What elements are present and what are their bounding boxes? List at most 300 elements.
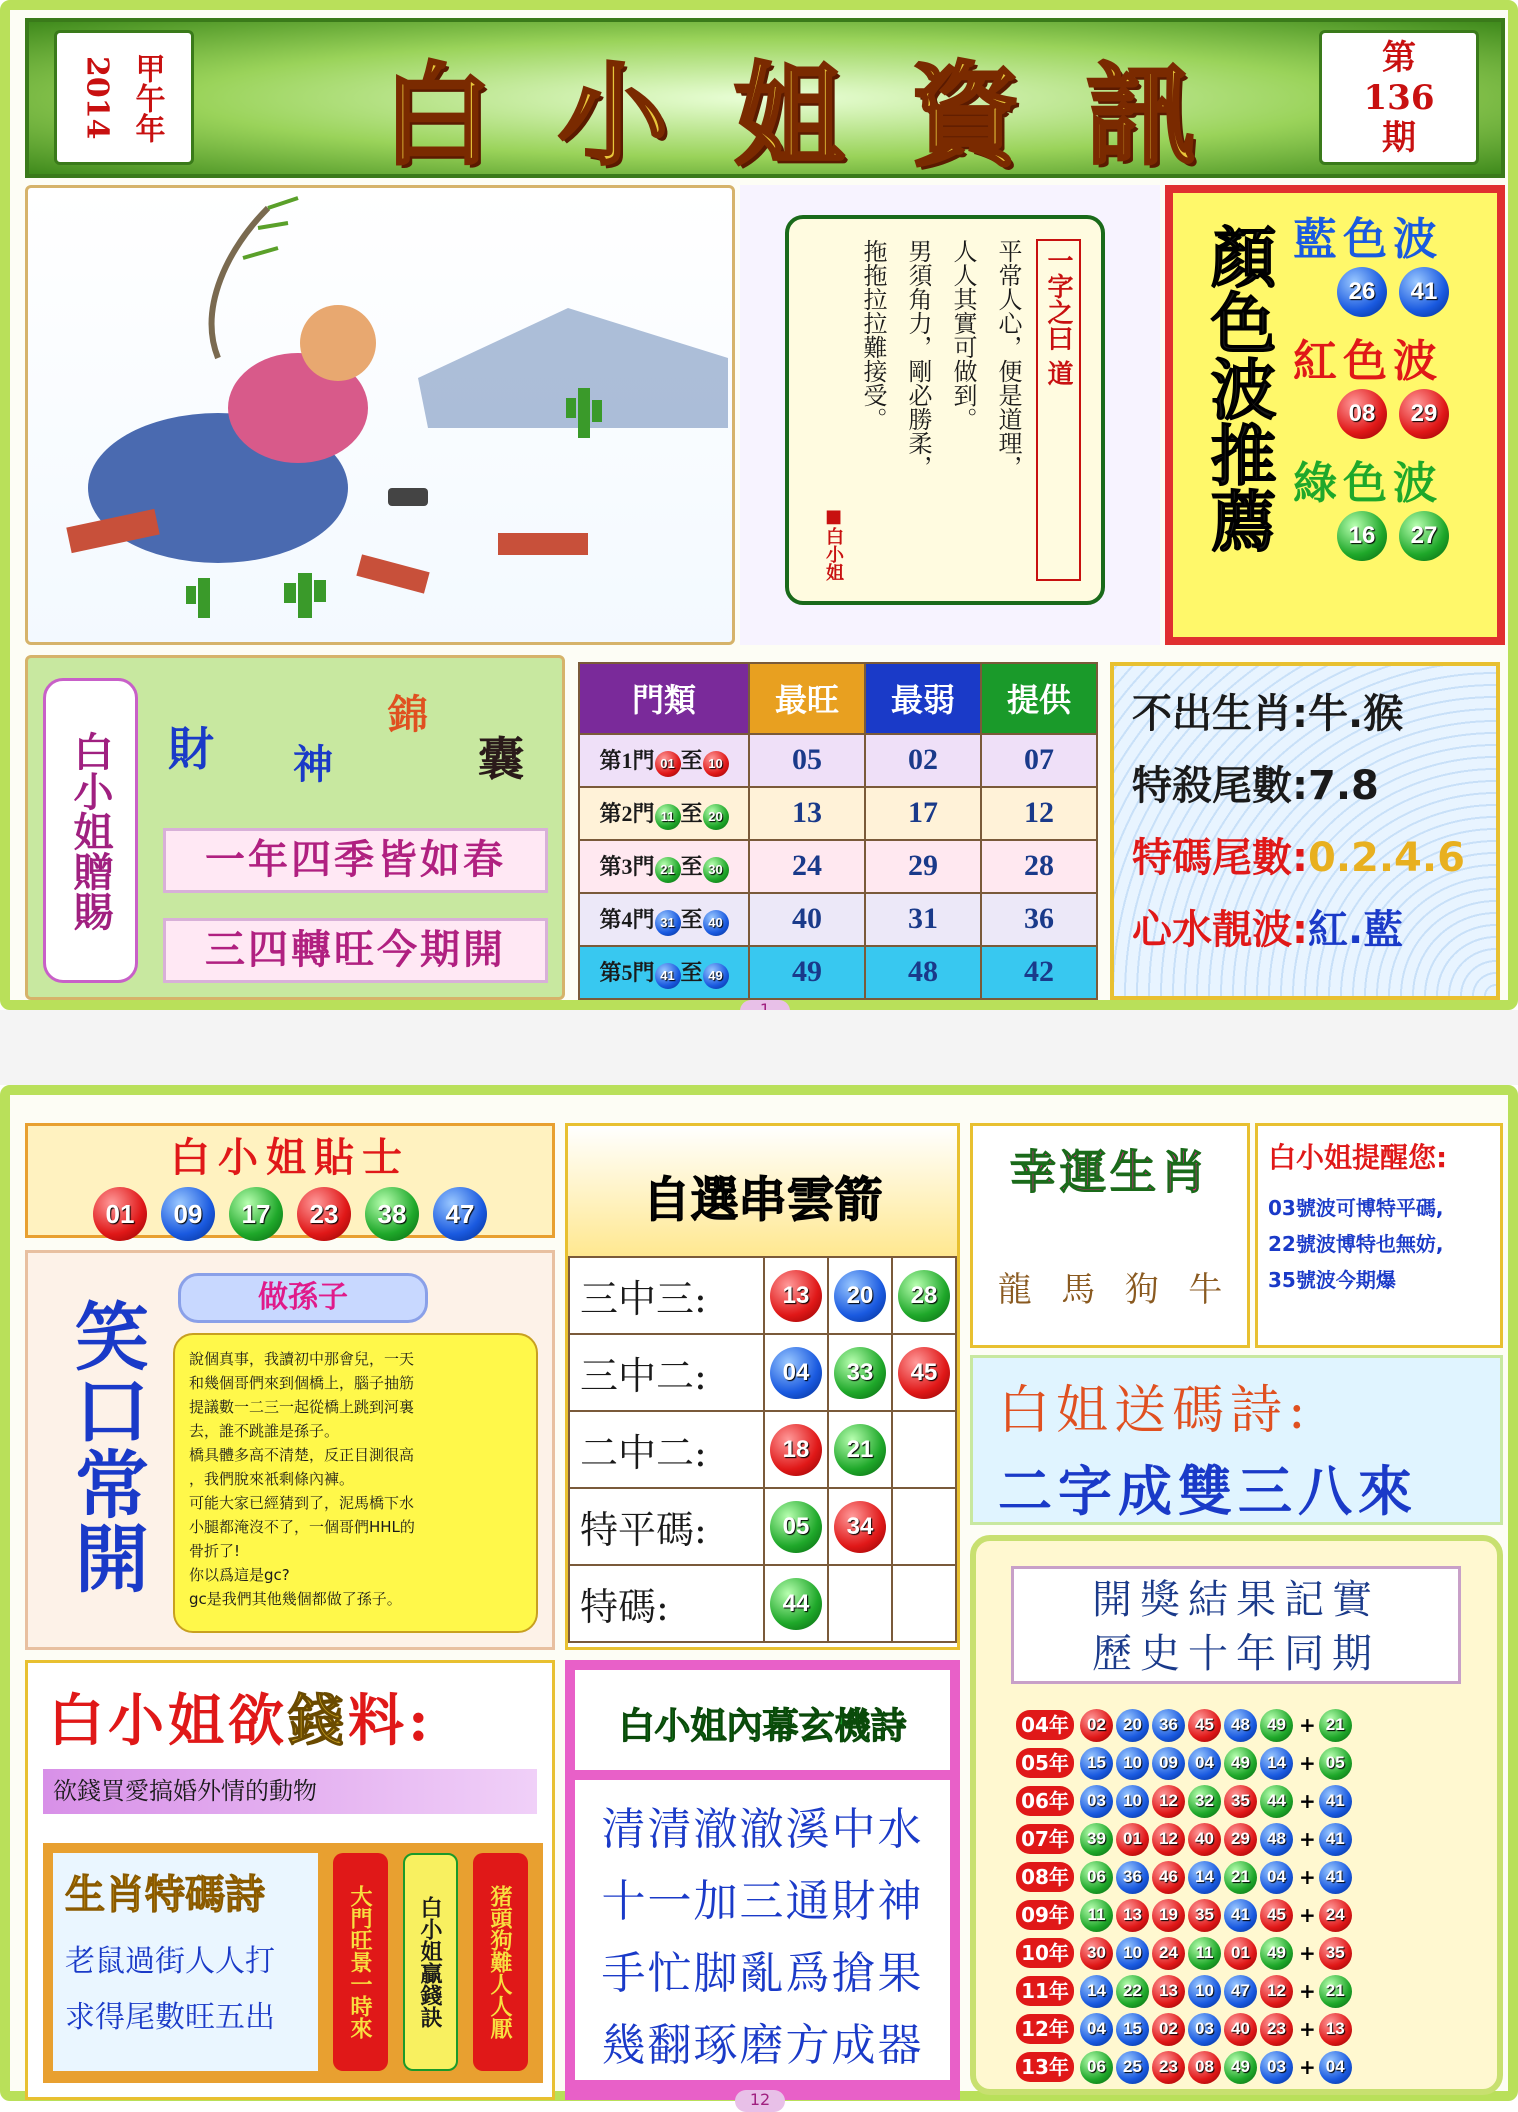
history-year: 09年 (1016, 1900, 1074, 1930)
tip-label: 不出生肖: (1132, 691, 1308, 737)
special-number-ball: 21 (1319, 1975, 1352, 2008)
number-ball: 41 (1224, 1899, 1257, 1932)
plus-sign: + (1299, 1903, 1316, 1927)
wave-group-red (1293, 325, 1493, 439)
reminder-panel (1255, 1123, 1503, 1348)
combo-cell (828, 1334, 892, 1411)
number-ball: 27 (1399, 511, 1449, 561)
joke-line: gc是我們其他幾個都做了孫子。 (189, 1590, 402, 1608)
number-ball: 47 (433, 1187, 487, 1241)
history-title (1011, 1566, 1461, 1684)
number-ball: 34 (834, 1501, 886, 1553)
plus-sign: + (1299, 1713, 1316, 1737)
number-ball: 11 (1080, 1899, 1113, 1932)
gate-row (579, 893, 1097, 946)
money-title-c: 料: (348, 1688, 433, 1754)
number-ball: 20 (1116, 1709, 1149, 1742)
number-ball: 47 (1224, 1975, 1257, 2008)
scroll-heading: 一字之曰 道 (1036, 239, 1081, 581)
zodiac-animal-icon: 狗 (1124, 1270, 1159, 1310)
zodiac-poem-box (53, 1853, 318, 2071)
tip-line (1132, 750, 1478, 822)
number-ball: 33 (834, 1347, 886, 1399)
special-number-ball: 24 (1319, 1899, 1352, 1932)
gate-value: 29 (865, 840, 981, 893)
number-ball: 16 (1337, 511, 1387, 561)
special-number-ball: 13 (1319, 2013, 1352, 2046)
gate-value: 05 (749, 734, 865, 787)
gate-to-ball: 20 (703, 804, 729, 830)
number-ball: 05 (770, 1501, 822, 1553)
monk-illustration (25, 185, 735, 645)
tip-value: 紅.藍 (1308, 907, 1404, 953)
special-number-ball: 41 (1319, 1823, 1352, 1856)
issue-suffix: 期 (1382, 117, 1416, 158)
history-row (1016, 1820, 1476, 1858)
gate-range (579, 734, 749, 787)
joke-line: 骨折了! (189, 1542, 241, 1560)
number-ball: 13 (1116, 1899, 1149, 1932)
combo-cell (764, 1334, 828, 1411)
plus-sign: + (1299, 1865, 1316, 1889)
number-ball: 04 (1260, 1861, 1293, 1894)
number-ball: 06 (1080, 2051, 1113, 2084)
wave-group-green (1293, 447, 1493, 561)
history-year: 05年 (1016, 1748, 1074, 1778)
reminder-line: 22號波博特也無妨, (1268, 1232, 1444, 1256)
number-ball: 40 (1188, 1823, 1221, 1856)
history-rows (1016, 1706, 1476, 2086)
history-year: 13年 (1016, 2052, 1074, 2082)
money-inner (43, 1843, 543, 2083)
history-year: 07年 (1016, 1824, 1074, 1854)
gate-header: 提供 (981, 663, 1097, 734)
fold-gap (0, 1010, 1518, 1085)
monk-painting-image (28, 188, 735, 645)
number-ball: 17 (229, 1187, 283, 1241)
gate-to-ball: 30 (703, 857, 729, 883)
gate-value: 07 (981, 734, 1097, 787)
number-ball: 03 (1080, 1785, 1113, 1818)
combo-row (569, 1488, 956, 1565)
number-ball: 36 (1152, 1709, 1185, 1742)
title-char: 小 (558, 51, 668, 180)
number-ball: 19 (1152, 1899, 1185, 1932)
number-ball: 49 (1260, 1937, 1293, 1970)
history-row (1016, 1896, 1476, 1934)
history-title-line: 開獎結果記實 (1092, 1577, 1380, 1623)
number-ball: 10 (1188, 1975, 1221, 2008)
gate-to-ball: 49 (703, 963, 729, 989)
tip-label: 心水靚波: (1132, 907, 1308, 953)
number-ball: 02 (1080, 1709, 1113, 1742)
number-ball: 08 (1337, 389, 1387, 439)
special-number-ball: 21 (1319, 1709, 1352, 1742)
zodiac-animal-icon: 牛 (1188, 1270, 1223, 1310)
number-ball: 35 (1224, 1785, 1257, 1818)
banner-middle: 白小姐贏錢訣 (403, 1853, 458, 2071)
number-ball: 22 (1116, 1975, 1149, 2008)
secret-poem-line: 十一加三通財神 (601, 1876, 924, 1927)
combo-cell (764, 1411, 828, 1488)
send-poem-panel (970, 1355, 1503, 1525)
gate-from-ball: 01 (655, 751, 681, 777)
combo-cell (828, 1257, 892, 1334)
tip-label: 特碼尾數: (1132, 835, 1308, 881)
money-riddle: 欲錢買愛搞婚外情的動物 (43, 1769, 537, 1814)
page-mark: 12 (735, 2090, 785, 2112)
secret-poem-line: 清清澈澈溪中水 (601, 1804, 924, 1855)
color-wave-title: 顏色波推薦 (1199, 223, 1277, 553)
title-char: 訊 (1086, 51, 1196, 180)
tip-value: 7.8 (1308, 763, 1379, 809)
plus-sign: + (1299, 2017, 1316, 2041)
gate-value: 12 (981, 787, 1097, 840)
combo-cell (892, 1565, 956, 1642)
special-number-ball: 05 (1319, 1747, 1352, 1780)
gate-row (579, 787, 1097, 840)
plus-sign: + (1299, 2055, 1316, 2079)
combo-label: 特碼: (569, 1565, 764, 1642)
number-ball: 14 (1188, 1861, 1221, 1894)
gate-row (579, 946, 1097, 999)
joke-panel (25, 1250, 555, 1650)
number-ball: 44 (1260, 1785, 1293, 1818)
number-ball: 23 (297, 1187, 351, 1241)
number-ball: 21 (834, 1424, 886, 1476)
tiesi-panel (25, 1123, 555, 1238)
secret-poem-body (575, 1780, 950, 2080)
scroll-signature: ■白小姐 (823, 506, 844, 581)
plus-sign: + (1299, 1789, 1316, 1813)
number-ball: 23 (1152, 2051, 1185, 2084)
header-banner (25, 18, 1505, 178)
history-year: 10年 (1016, 1938, 1074, 1968)
wave-name: 紅色波 (1293, 336, 1443, 387)
combo-row (569, 1411, 956, 1488)
number-ball: 10 (1116, 1937, 1149, 1970)
joke-title: 做孫子 (178, 1273, 428, 1323)
gift-char: 神 (293, 742, 333, 788)
number-ball: 28 (898, 1270, 950, 1322)
reminder-line: 35號波今期爆 (1268, 1268, 1396, 1292)
gift-line: 一年四季皆如春 (163, 828, 548, 893)
plus-sign: + (1299, 1827, 1316, 1851)
year-book (54, 30, 194, 165)
history-year: 04年 (1016, 1710, 1074, 1740)
gate-header: 最旺 (749, 663, 865, 734)
reminder-title: 白小姐提醒您: (1268, 1141, 1448, 1174)
combo-cell (828, 1411, 892, 1488)
gate-to-ball: 40 (703, 910, 729, 936)
gate-range (579, 946, 749, 999)
number-ball: 04 (1080, 2013, 1113, 2046)
gift-char: 錦 (388, 692, 428, 738)
number-ball: 25 (1116, 2051, 1149, 2084)
joke-line: 橋具體多高不清楚，反正目測很高 (189, 1446, 415, 1464)
gate-name: 第3門 (599, 854, 655, 880)
gate-range (579, 893, 749, 946)
combo-label: 二中二: (569, 1411, 764, 1488)
scroll-line: 平常人心，便是道理， (994, 239, 1022, 479)
joke-line: 去，誰不跳誰是孫子。 (189, 1422, 340, 1440)
combo-cell (892, 1488, 956, 1565)
gift-char: 囊 (478, 732, 524, 786)
number-ball: 10 (1116, 1747, 1149, 1780)
combo-cell (764, 1565, 828, 1642)
color-wave-groups (1293, 203, 1493, 561)
number-ball: 04 (1188, 1747, 1221, 1780)
wave-name: 藍色波 (1293, 214, 1443, 265)
zodiac-poem-line: 求得尾數旺五出 (65, 2000, 275, 2035)
special-number-ball: 41 (1319, 1861, 1352, 1894)
combo-cell (764, 1488, 828, 1565)
gate-to-word: 至 (680, 748, 703, 773)
gift-side-title: 白小姐贈賜 (43, 678, 138, 983)
gate-name: 第1門 (599, 748, 655, 773)
history-row (1016, 1934, 1476, 1972)
number-ball: 30 (1080, 1937, 1113, 1970)
history-row (1016, 1782, 1476, 1820)
lucky-title: 幸運生肖 (1010, 1145, 1210, 1199)
gate-range (579, 787, 749, 840)
tip-line (1132, 678, 1478, 750)
combo-row (569, 1565, 956, 1642)
history-row (1016, 1858, 1476, 1896)
gate-from-ball: 31 (655, 910, 681, 936)
history-year: 06年 (1016, 1786, 1074, 1816)
poem-scroll-panel (740, 185, 1160, 645)
title-char: 資 (910, 51, 1020, 180)
gate-from-ball: 11 (655, 804, 681, 830)
history-row (1016, 2048, 1476, 2086)
combo-label: 特平碼: (569, 1488, 764, 1565)
special-number-ball: 35 (1319, 1937, 1352, 1970)
history-year: 11年 (1016, 1976, 1074, 2006)
gate-row (579, 840, 1097, 893)
send-poem-line: 二字成雙三八來 (998, 1459, 1418, 1523)
number-ball: 01 (93, 1187, 147, 1241)
combo-cell (892, 1411, 956, 1488)
gate-table (578, 662, 1098, 1000)
number-ball: 14 (1080, 1975, 1113, 2008)
number-ball: 14 (1260, 1747, 1293, 1780)
secret-poem-line: 幾翻琢磨方成器 (601, 2020, 924, 2071)
tip-line (1132, 894, 1478, 966)
top-sheet (0, 0, 1518, 1010)
combo-label: 三中二: (569, 1334, 764, 1411)
money-title-a: 白小姐欲 (48, 1688, 288, 1754)
number-ball: 49 (1260, 1709, 1293, 1742)
gate-value: 48 (865, 946, 981, 999)
banner-left: 大門旺景一時來 (333, 1853, 388, 2071)
number-ball: 41 (1399, 267, 1449, 317)
number-ball: 13 (770, 1270, 822, 1322)
gate-to-word: 至 (680, 854, 703, 880)
wave-name: 綠色波 (1293, 458, 1443, 509)
number-ball: 09 (161, 1187, 215, 1241)
joke-line: 提議數一二三一起從橋上跳到河裏 (189, 1398, 415, 1416)
bottom-sheet (0, 1085, 1518, 2109)
history-panel (970, 1535, 1503, 2095)
number-ball: 12 (1260, 1975, 1293, 2008)
gate-value: 42 (981, 946, 1097, 999)
number-ball: 12 (1152, 1823, 1185, 1856)
joke-line: 小腿都淹沒不了，一個哥們HHL的 (189, 1518, 415, 1536)
send-poem-title: 白姐送碼詩: (998, 1381, 1312, 1441)
number-ball: 01 (1224, 1937, 1257, 1970)
gate-name: 第2門 (599, 801, 655, 827)
combo-cell (892, 1334, 956, 1411)
gate-value: 31 (865, 893, 981, 946)
number-ball: 32 (1188, 1785, 1221, 1818)
number-ball: 44 (770, 1578, 822, 1630)
tiesi-title: 白小姐貼士 (170, 1134, 410, 1181)
combo-label: 三中三: (569, 1257, 764, 1334)
number-ball: 13 (1152, 1975, 1185, 2008)
secret-poem-panel (565, 1660, 960, 2100)
tiesi-balls (28, 1187, 552, 1241)
history-year: 08年 (1016, 1862, 1074, 1892)
gate-to-word: 至 (680, 960, 703, 986)
zodiac-animal-icon: 龍 (997, 1270, 1032, 1310)
scroll-line: 人人其實可做到。 (949, 239, 977, 431)
gate-value: 40 (749, 893, 865, 946)
number-ball: 29 (1224, 1823, 1257, 1856)
gate-value: 36 (981, 893, 1097, 946)
number-ball: 03 (1260, 2051, 1293, 2084)
number-ball: 26 (1337, 267, 1387, 317)
gate-to-ball: 10 (703, 751, 729, 777)
banner-right: 猪頭狗難人人厭 (473, 1853, 528, 2071)
number-ball: 39 (1080, 1823, 1113, 1856)
history-row (1016, 1972, 1476, 2010)
gate-value: 28 (981, 840, 1097, 893)
reminder-line: 03號波可博特平碼, (1268, 1196, 1444, 1220)
number-ball: 49 (1224, 1747, 1257, 1780)
tip-label: 特殺尾數: (1132, 763, 1308, 809)
joke-side-title: 笑口常開 (63, 1298, 149, 1594)
combo-row (569, 1257, 956, 1334)
combo-cell (892, 1257, 956, 1334)
combo-panel (565, 1123, 960, 1650)
gate-table-header (579, 663, 1097, 734)
tips-panel (1110, 662, 1500, 1000)
gate-header: 門類 (579, 663, 749, 734)
gift-char: 財 (168, 722, 214, 776)
color-wave-panel (1165, 185, 1505, 645)
number-ball: 36 (1116, 1861, 1149, 1894)
history-row (1016, 1706, 1476, 1744)
tip-value: 牛.猴 (1308, 691, 1404, 737)
gate-to-word: 至 (680, 801, 703, 827)
joke-line: 可能大家已經猜到了，泥馬橋下水 (189, 1494, 415, 1512)
number-ball: 29 (1399, 389, 1449, 439)
gate-range (579, 840, 749, 893)
plus-sign: + (1299, 1979, 1316, 2003)
number-ball: 10 (1116, 1785, 1149, 1818)
gate-to-word: 至 (680, 907, 703, 933)
secret-poem-line: 手忙脚亂爲搶果 (601, 1948, 924, 1999)
issue-book (1319, 30, 1479, 165)
number-ball: 21 (1224, 1861, 1257, 1894)
combo-cell (828, 1488, 892, 1565)
money-title-b: 錢 (288, 1688, 348, 1754)
gate-from-ball: 41 (655, 963, 681, 989)
number-ball: 45 (1188, 1709, 1221, 1742)
combo-row (569, 1334, 956, 1411)
number-ball: 02 (1152, 2013, 1185, 2046)
gate-from-ball: 21 (655, 857, 681, 883)
issue-number: 136 (1363, 77, 1435, 118)
number-ball: 12 (1152, 1785, 1185, 1818)
special-number-ball: 41 (1319, 1785, 1352, 1818)
number-ball: 01 (1116, 1823, 1149, 1856)
number-ball: 45 (898, 1347, 950, 1399)
gate-value: 17 (865, 787, 981, 840)
joke-line: 和幾個哥們來到個橋上，腦子抽筋 (189, 1374, 415, 1392)
year-label: 甲午年 (129, 52, 165, 143)
joke-line: ，我們脫來衹剩條內褲。 (189, 1470, 355, 1488)
joke-line: 你以爲這是gc? (189, 1566, 290, 1584)
tip-value: 0.2.4.6 (1308, 835, 1465, 881)
gate-row (579, 734, 1097, 787)
scroll-line: 男須角力，剛必勝柔， (904, 239, 932, 479)
year-number: 2014 (79, 55, 115, 140)
number-ball: 15 (1080, 1747, 1113, 1780)
number-ball: 18 (770, 1424, 822, 1476)
combo-title: 自選串雲箭 (568, 1126, 957, 1256)
gate-value: 24 (749, 840, 865, 893)
number-ball: 04 (770, 1347, 822, 1399)
gate-name: 第5門 (599, 960, 655, 986)
joke-line: 說個真事，我讀初中那會兒，一天 (189, 1350, 415, 1368)
money-panel (25, 1660, 555, 2100)
gate-value: 49 (749, 946, 865, 999)
title-char: 姐 (734, 51, 844, 180)
tip-line (1132, 822, 1478, 894)
zodiac-animal-icon: 馬 (1061, 1270, 1096, 1310)
lucky-animals (973, 1262, 1247, 1311)
money-title (28, 1663, 552, 1757)
number-ball: 09 (1152, 1747, 1185, 1780)
number-ball: 38 (365, 1187, 419, 1241)
gate-header: 最弱 (865, 663, 981, 734)
gift-line: 三四轉旺今期開 (163, 918, 548, 983)
plus-sign: + (1299, 1751, 1316, 1775)
lucky-zodiac-panel (970, 1123, 1250, 1348)
number-ball: 20 (834, 1270, 886, 1322)
gate-value: 13 (749, 787, 865, 840)
zodiac-poem-title: 生肖特碼詩 (65, 1871, 265, 1918)
number-ball: 08 (1188, 2051, 1221, 2084)
number-ball: 48 (1260, 1823, 1293, 1856)
number-ball: 24 (1152, 1937, 1185, 1970)
gift-panel (25, 655, 565, 1000)
number-ball: 48 (1224, 1709, 1257, 1742)
combo-cell (828, 1565, 892, 1642)
number-ball: 06 (1080, 1861, 1113, 1894)
number-ball: 35 (1188, 1899, 1221, 1932)
page-title (349, 32, 1229, 182)
number-ball: 40 (1224, 2013, 1257, 2046)
history-row (1016, 1744, 1476, 1782)
number-ball: 15 (1116, 2013, 1149, 2046)
history-year: 12年 (1016, 2014, 1074, 2044)
number-ball: 23 (1260, 2013, 1293, 2046)
special-number-ball: 04 (1319, 2051, 1352, 2084)
history-title-line: 歷史十年同期 (1092, 1631, 1380, 1677)
